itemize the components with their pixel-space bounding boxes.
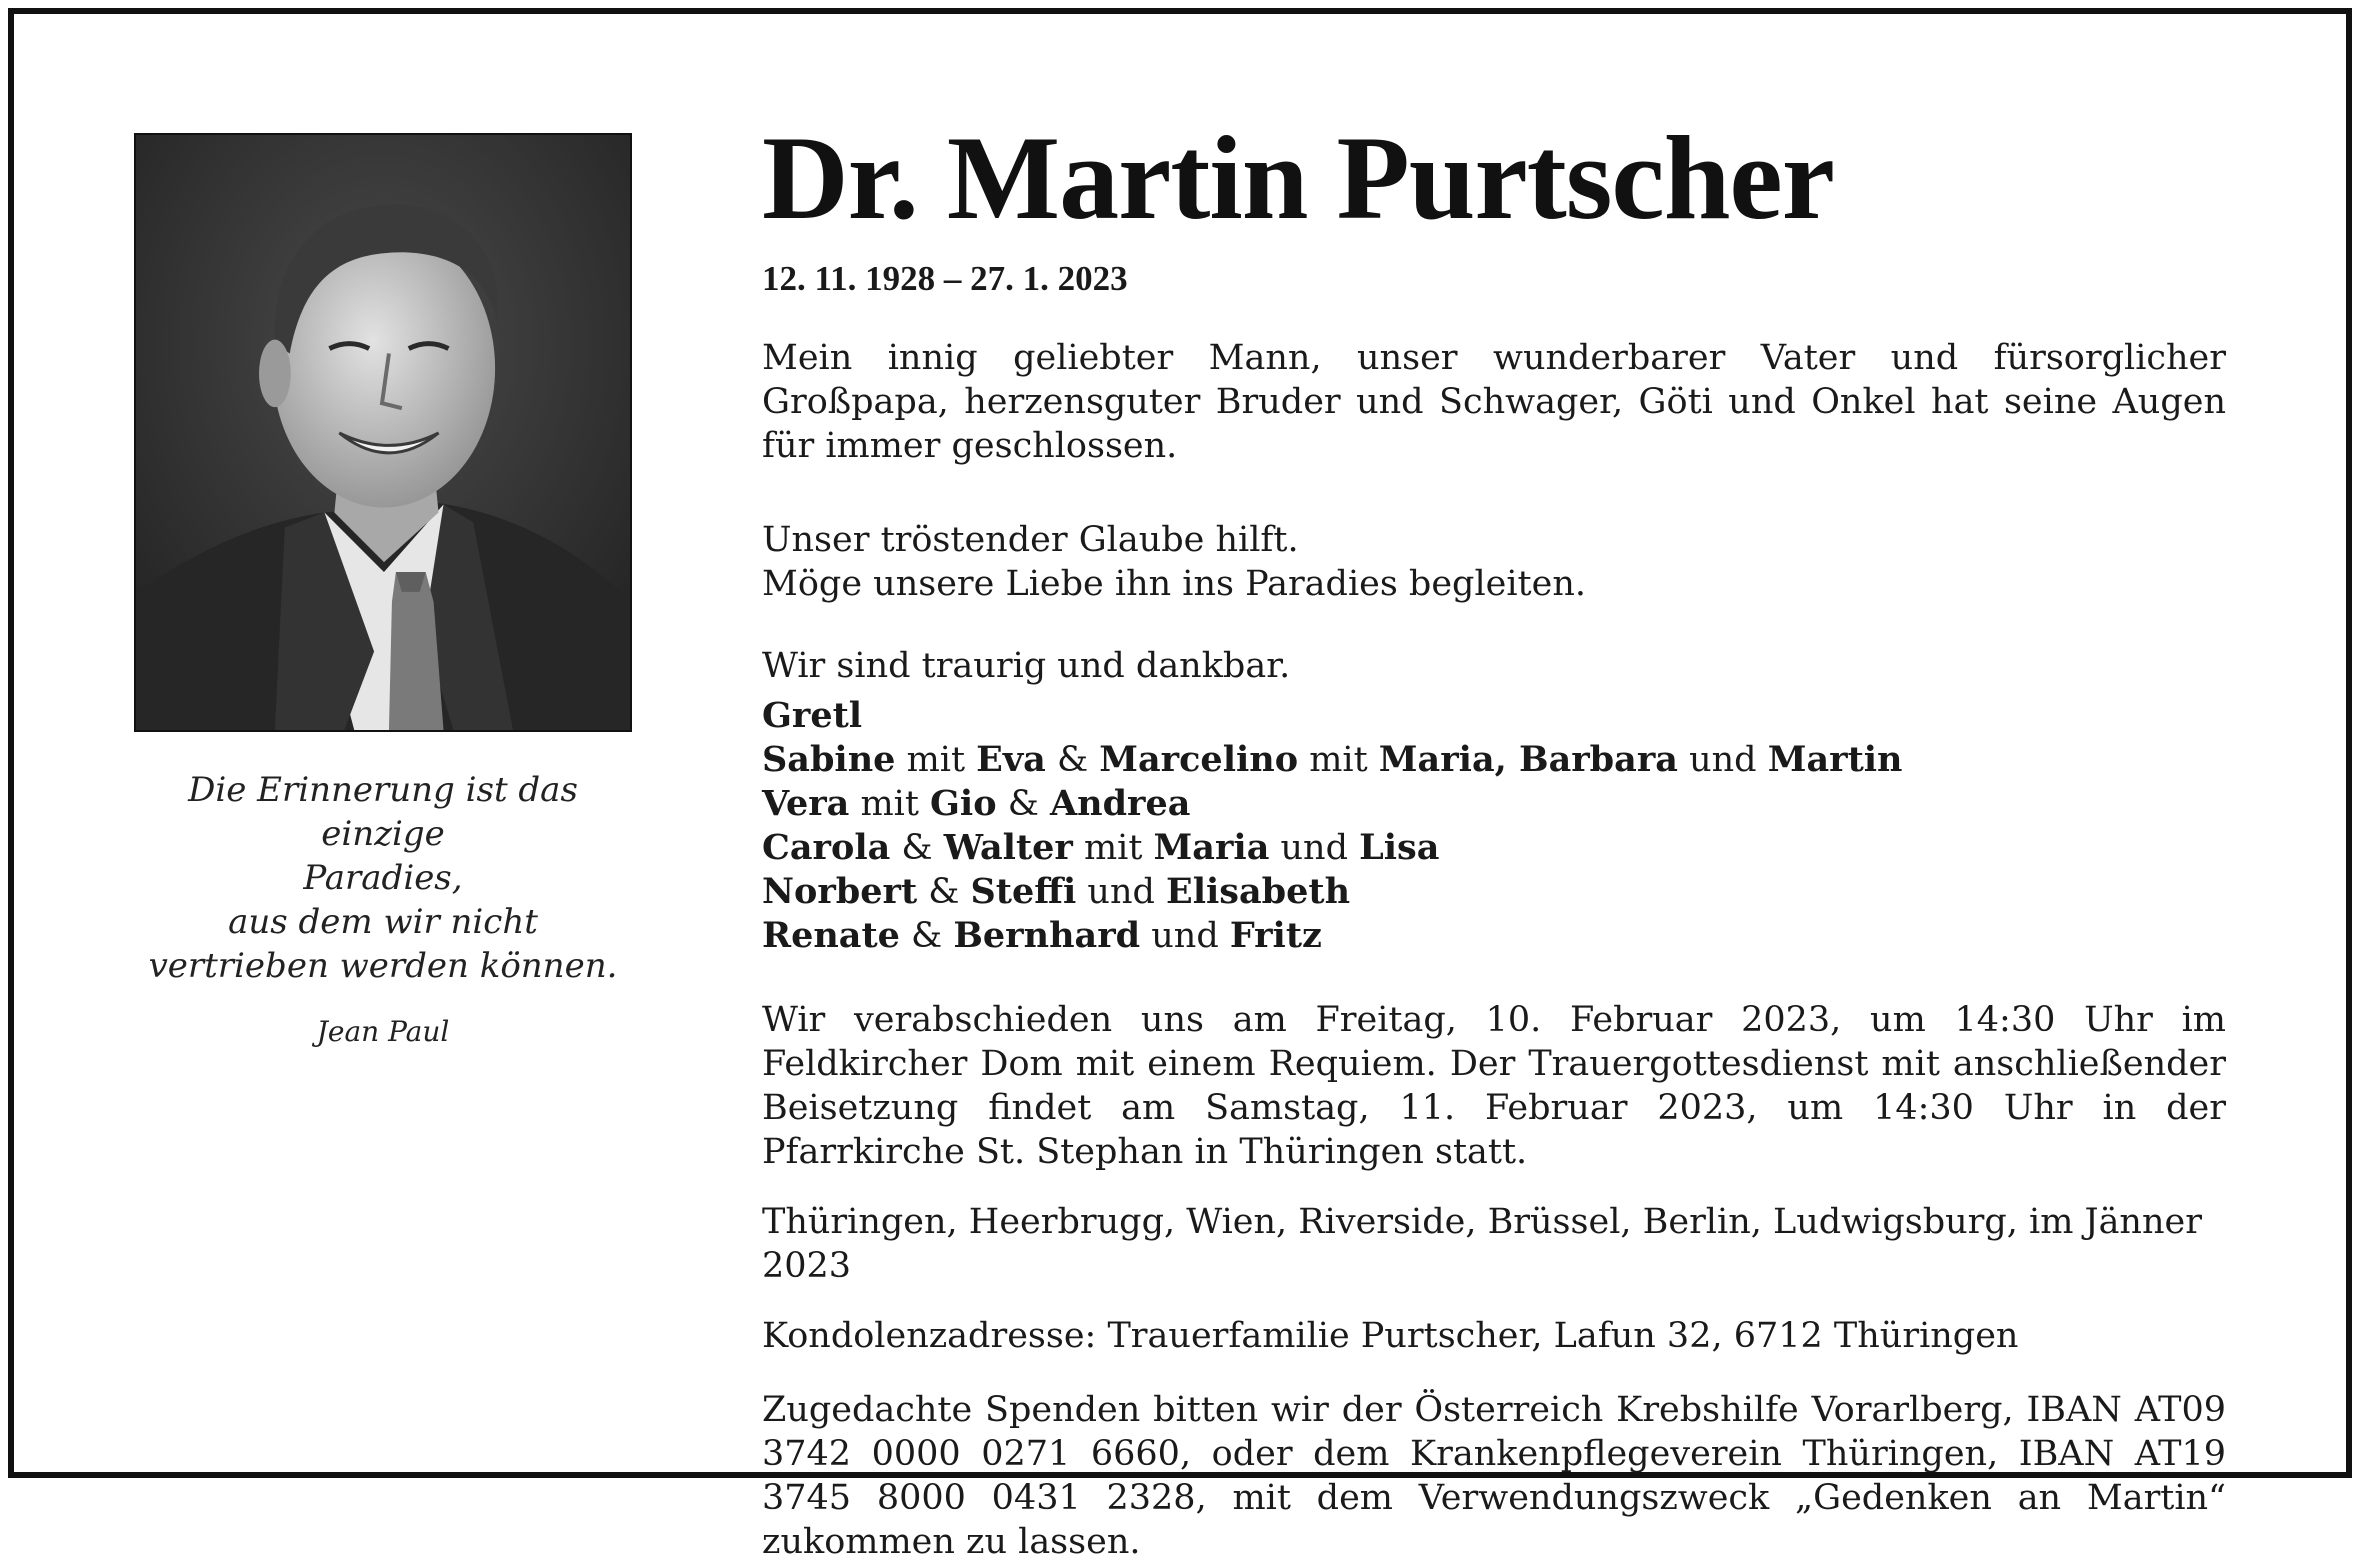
family-connector: mit	[895, 740, 977, 780]
family-connector: mit	[1298, 740, 1379, 780]
family-member-name: Lisa	[1359, 827, 1440, 868]
quote-line: vertrieben werden können.	[148, 946, 618, 986]
family-connector: mit	[1072, 828, 1154, 868]
family-row	[762, 694, 2226, 738]
family-member-name: Marcelino	[1099, 739, 1299, 780]
portrait-photo	[134, 133, 632, 732]
family-row	[762, 782, 2226, 826]
family-connector: &	[890, 828, 944, 868]
family-connector: mit	[849, 784, 931, 824]
family-connector: und	[1140, 916, 1230, 956]
family-member-name: Fritz	[1229, 915, 1322, 956]
donation-paragraph: Zugedachte Spenden bitten wir der Österreich Krebshilfe Vorarlberg, IBAN AT09 3742 0000 0271 6660, oder dem Krankenpflegeverein Thüringen, IBAN AT19 3745 8000 0431 2328, mit dem Verwendungszweck „Gedenken an Martin“ zukommen zu lassen.	[762, 1390, 2226, 1562]
family-member-name: Carola	[762, 827, 891, 868]
family-row	[762, 870, 2226, 914]
family-member-name: Sabine	[762, 739, 896, 780]
obituary-text	[762, 111, 2226, 1564]
family-member-name: Gretl	[762, 695, 863, 736]
family-member-name: Elisabeth	[1166, 871, 1351, 912]
family-member-name: Maria, Barbara	[1378, 739, 1678, 780]
deceased-name: Dr. Martin Purtscher	[762, 111, 1834, 244]
family-member-name: Vera	[762, 783, 850, 824]
family-row	[762, 914, 2226, 958]
family-connector: &	[1045, 740, 1100, 780]
family-member-name: Martin	[1767, 739, 1903, 780]
family-list	[762, 694, 2226, 958]
memorial-quote	[134, 768, 632, 1050]
quote-author: Jean Paul	[316, 1015, 450, 1048]
family-connector: &	[996, 784, 1050, 824]
family-connector: &	[899, 916, 954, 956]
family-connector: und	[1677, 740, 1768, 780]
quote-line: Die Erinnerung ist das einzige	[188, 770, 578, 854]
family-member-name: Gio	[930, 783, 997, 824]
family-connector: und	[1269, 828, 1360, 868]
portrait-illustration	[136, 135, 630, 730]
family-row	[762, 826, 2226, 870]
family-member-name: Steffi	[970, 871, 1077, 912]
family-member-name: Eva	[976, 739, 1046, 780]
family-connector: und	[1076, 872, 1167, 912]
quote-line: Paradies,	[303, 858, 463, 898]
places-line: Thüringen, Heerbrugg, Wien, Riverside, Brüssel, Berlin, Ludwigsburg, im Jänner 2023	[762, 1202, 2202, 1286]
family-row	[762, 738, 2226, 782]
condolence-address: Kondolenzadresse: Trauerfamilie Purtscher, Lafun 32, 6712 Thüringen	[762, 1316, 2019, 1356]
quote-line: aus dem wir nicht	[228, 902, 538, 942]
mourning-statement: Wir sind traurig und dankbar.	[762, 646, 1291, 686]
faith-line: Unser tröstender Glaube hilft.	[762, 520, 1299, 560]
family-member-name: Walter	[943, 827, 1073, 868]
family-member-name: Renate	[762, 915, 900, 956]
family-connector: &	[917, 872, 971, 912]
intro-paragraph: Mein innig geliebter Mann, unser wunderbarer Vater und fürsorglicher Großpapa, herzensguter Bruder und Schwager, Göti und Onkel hat seine Augen für immer geschlossen.	[762, 338, 2226, 466]
family-member-name: Bernhard	[953, 915, 1141, 956]
family-member-name: Maria	[1153, 827, 1270, 868]
service-paragraph: Wir verabschieden uns am Freitag, 10. Februar 2023, um 14:30 Uhr im Feldkircher Dom mit einem Requiem. Der Trauergottesdienst mit anschließender Beisetzung findet am Samstag, 11. Februar 2023, um 14:30 Uhr in der Pfarrkirche St. Stephan in Thüringen statt.	[762, 1000, 2226, 1172]
family-member-name: Norbert	[762, 871, 918, 912]
faith-line: Möge unsere Liebe ihn ins Paradies begleiten.	[762, 564, 1587, 604]
family-member-name: Andrea	[1049, 783, 1191, 824]
life-dates: 12. 11. 1928 – 27. 1. 2023	[762, 259, 1128, 298]
